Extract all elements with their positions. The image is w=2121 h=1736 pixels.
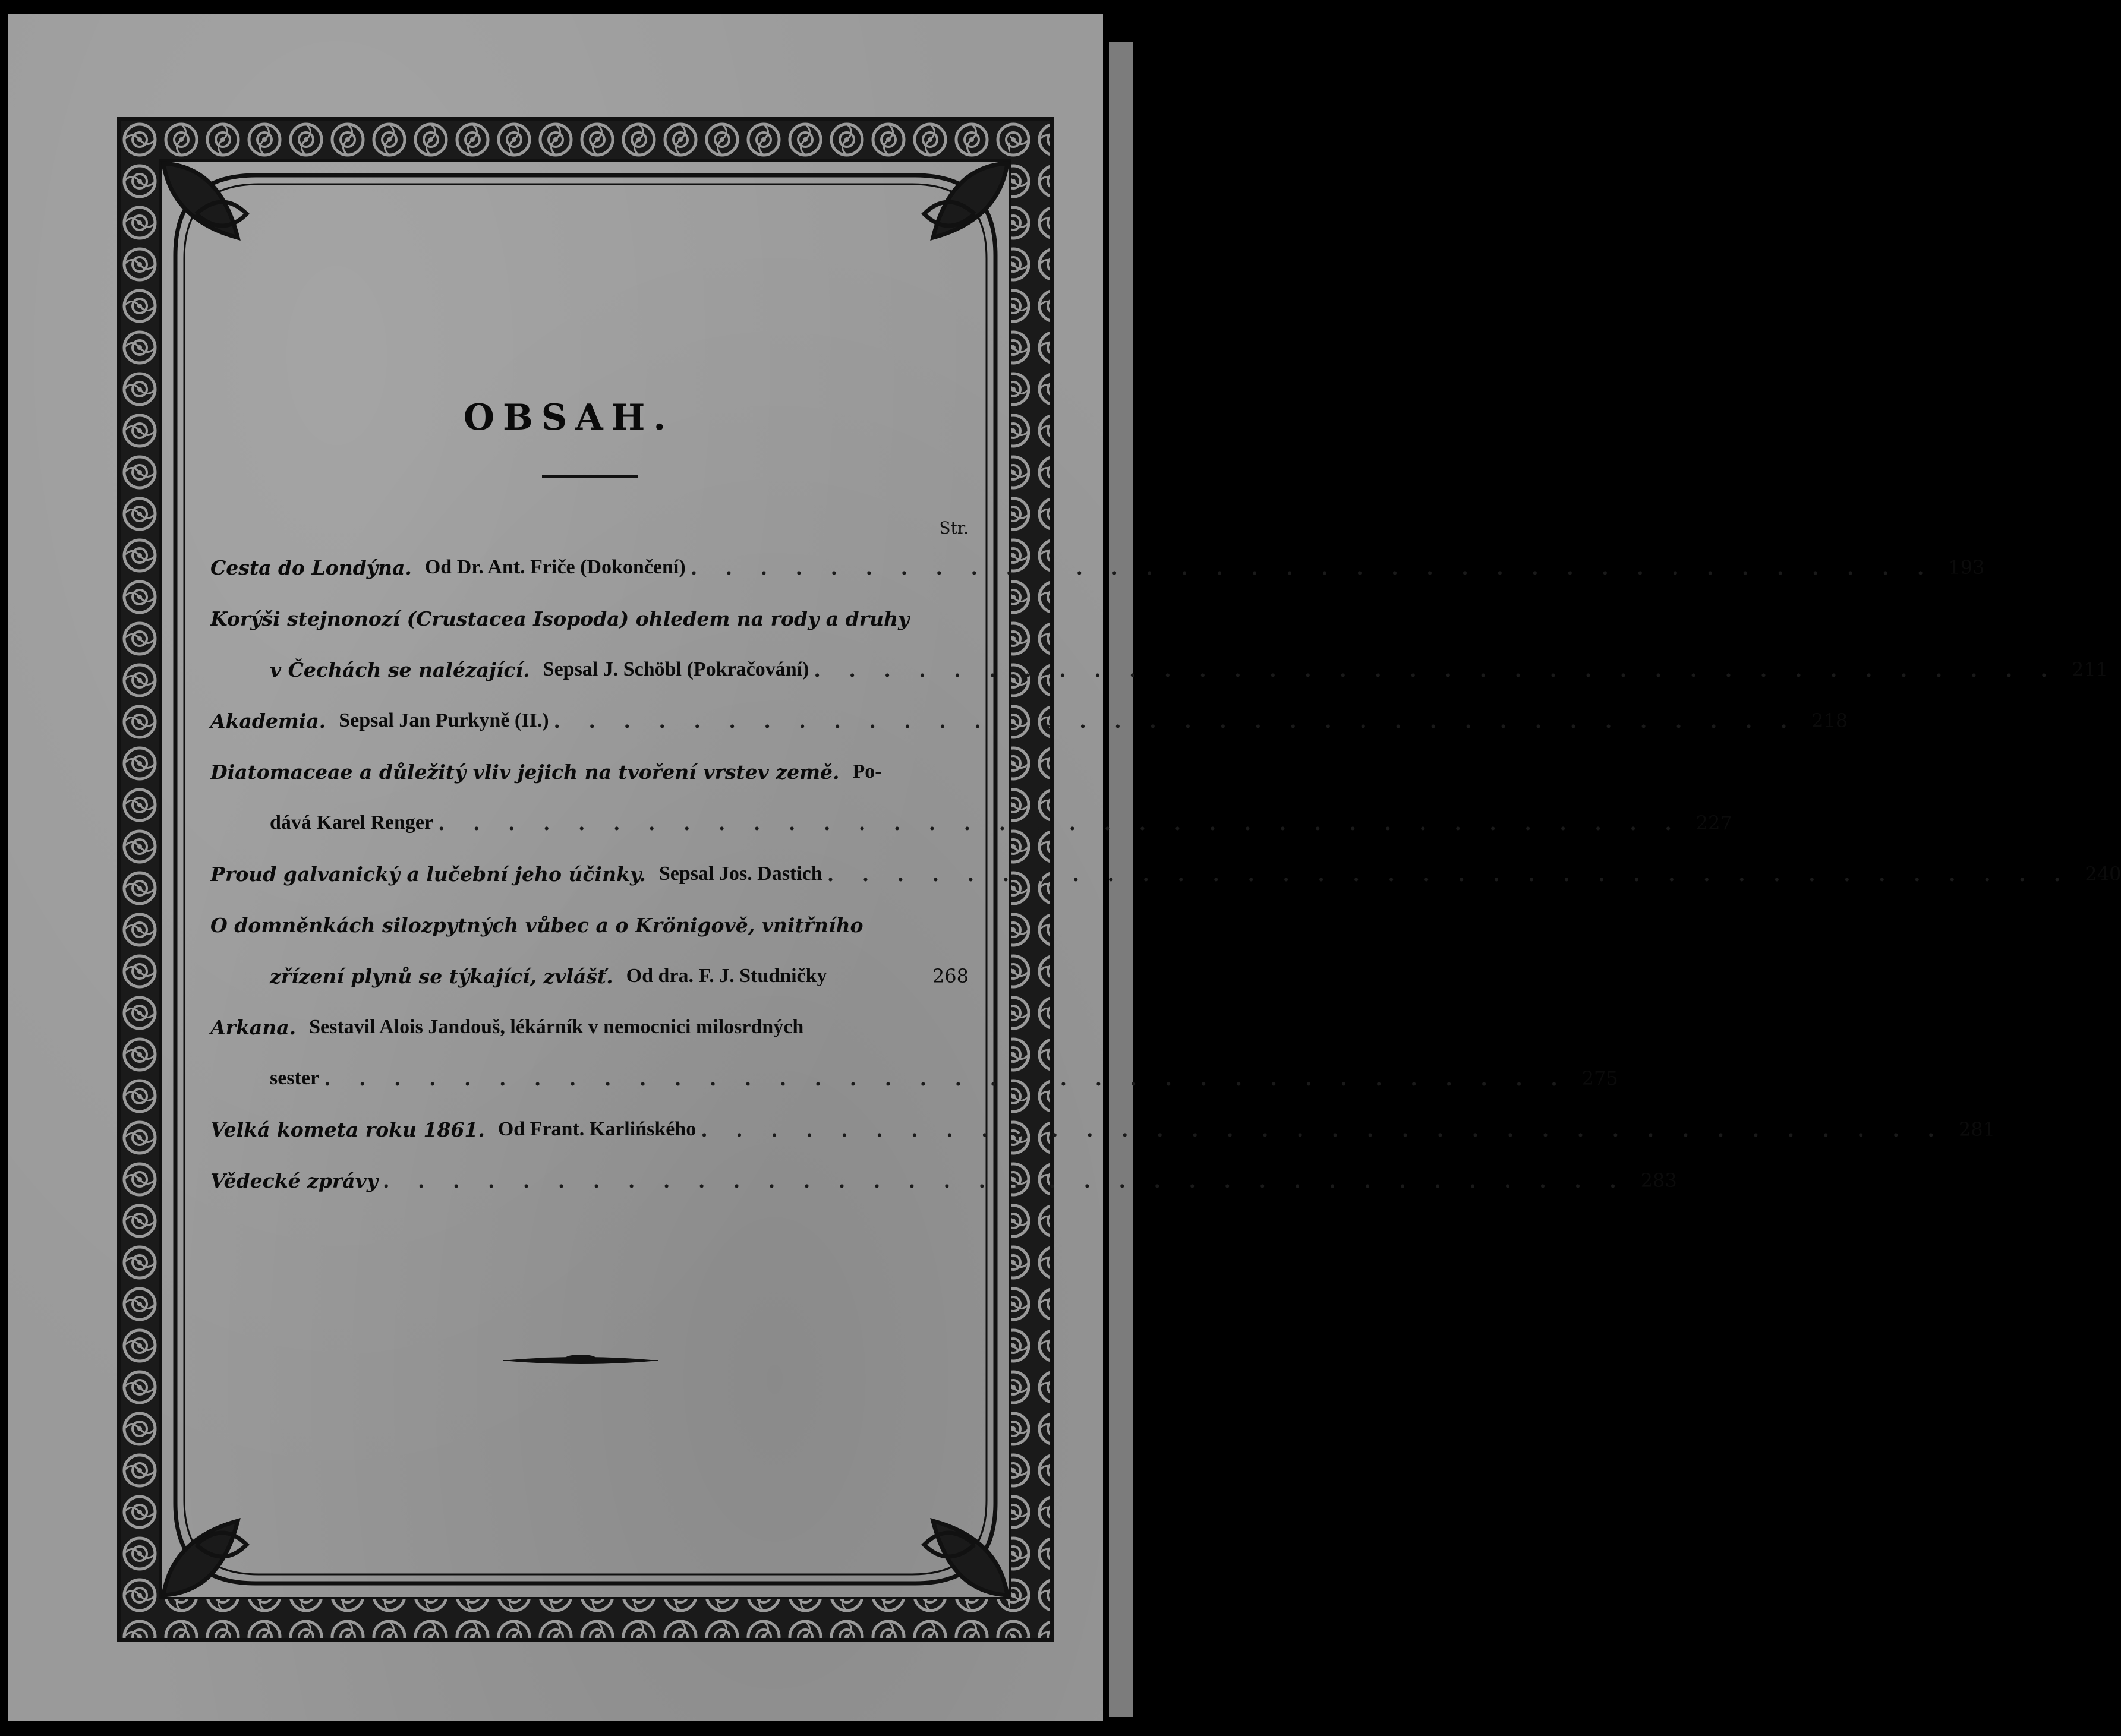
toc-leader: . . . . . . . . . . . . . . . . . . . . . . . . . . . . . . . . . . . . [814, 658, 2059, 681]
toc-title: Cesta do Londýna. [210, 555, 412, 579]
toc-page-number: 227 [1695, 812, 1732, 834]
toc-line [210, 695, 1848, 746]
toc-line [210, 797, 1732, 848]
toc-page-number: 240 [2085, 863, 2121, 885]
toc-author: Po- [852, 760, 882, 782]
toc-author: Od Dr. Ant. Friče (Dokončení) [424, 556, 686, 578]
toc-title: O domněnkách silozpytných vůbec a o Krönigově, vnitřního [210, 913, 863, 937]
toc-page-number: 283 [1640, 1169, 1677, 1192]
toc-title: Diatomaceae a důležitý vliv jejich na tvoření vrstev země. [210, 760, 840, 784]
toc-line [210, 542, 1985, 593]
toc-title: zřízení plynů se týkající, zvlášť. [270, 964, 613, 988]
toc-author: Od Frant. Karlińského [497, 1118, 697, 1140]
toc-page-number: 275 [1581, 1067, 1618, 1090]
toc-title: Velká kometa roku 1861. [210, 1118, 485, 1141]
toc-page-number: 218 [1811, 709, 1848, 732]
toc-leader: . . . . . . . . . . . . . . . . . . . . . . . . . . . . . . . . . . . . [553, 709, 1798, 733]
title-rule [542, 475, 638, 478]
toc-leader: . . . . . . . . . . . . . . . . . . . . . . . . . . . . . . . . . . . . [827, 862, 2072, 886]
toc-line [210, 1155, 1677, 1206]
toc-line [210, 644, 2109, 695]
ornamental-rule-icon [503, 1353, 658, 1368]
toc-line [210, 951, 969, 1002]
toc-title: Vědecké zprávy [210, 1169, 379, 1192]
toc-title: v Čechách se nalézající. [270, 658, 530, 681]
toc-line [210, 1002, 969, 1053]
toc-title: Proud galvanický a lučební jeho účinky. [210, 862, 646, 886]
toc-leader: . . . . . . . . . . . . . . . . . . . . . . . . . . . . . . . . . . . . [690, 555, 1935, 579]
toc-author: sester [270, 1067, 320, 1089]
toc-line [210, 899, 969, 951]
toc-title: Akademia. [210, 709, 326, 733]
toc-author: Sepsal J. Schöbl (Pokračování) [543, 658, 809, 680]
toc-author: Od dra. F. J. Studničky [626, 965, 827, 987]
toc-line [210, 1053, 1618, 1104]
table-of-contents [210, 542, 2121, 1206]
toc-author: Sestavil Alois Jandouš, lékárník v nemocnici milosrdných [309, 1016, 804, 1038]
toc-title: Korýši stejnonozí (Crustacea Isopoda) ohledem na rody a druhy [210, 607, 910, 630]
toc-author: Sepsal Jan Purkyně (II.) [339, 709, 549, 731]
toc-page-number: 281 [1958, 1118, 1995, 1141]
toc-page-number: 193 [1948, 556, 1985, 579]
toc-leader: . . . . . . . . . . . . . . . . . . . . . . . . . . . . . . . . . . . . [701, 1118, 1945, 1141]
toc-page-number: 211 [2072, 658, 2109, 681]
toc-line [210, 593, 969, 644]
toc-author: Sepsal Jos. Dastich [658, 863, 822, 885]
page-column-label: Str. [939, 518, 969, 538]
toc-line [210, 1104, 1995, 1155]
toc-page-number: 268 [932, 965, 969, 987]
toc-leader: . . . . . . . . . . . . . . . . . . . . . . . . . . . . . . . . . . . . [383, 1169, 1627, 1192]
page-title: OBSAH. [463, 397, 675, 438]
toc-title: Arkana. [210, 1015, 297, 1039]
toc-line [210, 746, 969, 797]
toc-leader: . . . . . . . . . . . . . . . . . . . . . . . . . . . . . . . . . . . . [324, 1066, 1568, 1090]
toc-author: dává Karel Renger [270, 812, 434, 834]
toc-leader: . . . . . . . . . . . . . . . . . . . . . . . . . . . . . . . . . . . . [438, 811, 1682, 835]
toc-line [210, 848, 2121, 899]
